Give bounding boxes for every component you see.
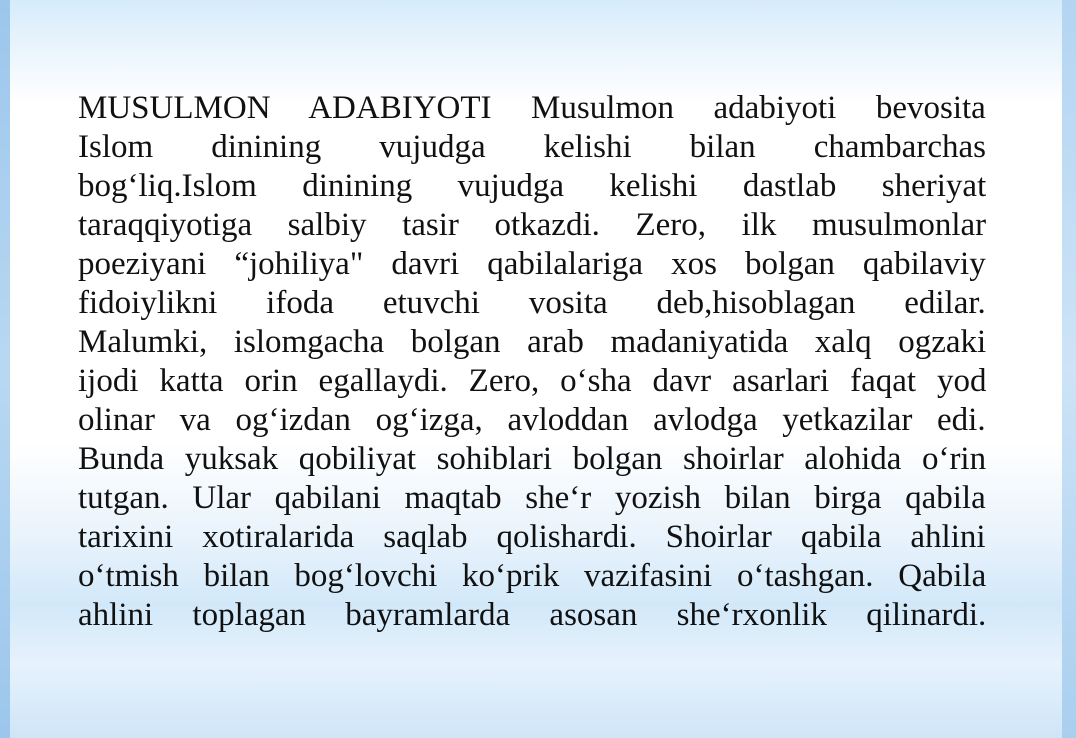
text-line: bog‘liq.Islom dinining vujudga kelishi dastlab sheriyat xyxy=(78,168,986,204)
text-line: tarixini xotiralarida saqlab qolishardi. Shoirlar qabila ahlini xyxy=(78,519,986,555)
text-line: poeziyani “johiliya" davri qabilalariga xos bolgan qabilaviy xyxy=(78,246,986,282)
text-line: Malumki, islomgacha bolgan arab madaniyatida xalq ogzaki xyxy=(78,324,986,360)
text-line: ijodi katta orin egallaydi. Zero, o‘sha davr asarlari faqat yod xyxy=(78,363,986,399)
text-line: taraqqiyotiga salbiy tasir otkazdi. Zero, ilk musulmonlar xyxy=(78,207,986,243)
text-line: ahlini toplagan bayramlarda asosan she‘rxonlik qilinardi. xyxy=(78,597,986,633)
text-line: olinar va og‘izdan og‘izga, avloddan avlodga yetkazilar edi. xyxy=(78,402,986,438)
text-line: Bunda yuksak qobiliyat sohiblari bolgan shoirlar alohida o‘rin xyxy=(78,441,986,477)
text-line: tutgan. Ular qabilani maqtab she‘r yozish bilan birga qabila xyxy=(78,480,986,516)
right-border-stripe xyxy=(1062,0,1076,738)
text-line: o‘tmish bilan bog‘lovchi ko‘prik vazifasini o‘tashgan. Qabila xyxy=(78,558,986,594)
left-border-stripe xyxy=(0,0,10,738)
text-line: fidoiylikni ifoda etuvchi vosita deb,hisoblagan edilar. xyxy=(78,285,986,321)
text-line: MUSULMON ADABIYOTI Musulmon adabiyoti bevosita xyxy=(78,90,986,126)
body-text xyxy=(78,89,986,635)
text-line: Islom dinining vujudga kelishi bilan chambarchas xyxy=(78,129,986,165)
